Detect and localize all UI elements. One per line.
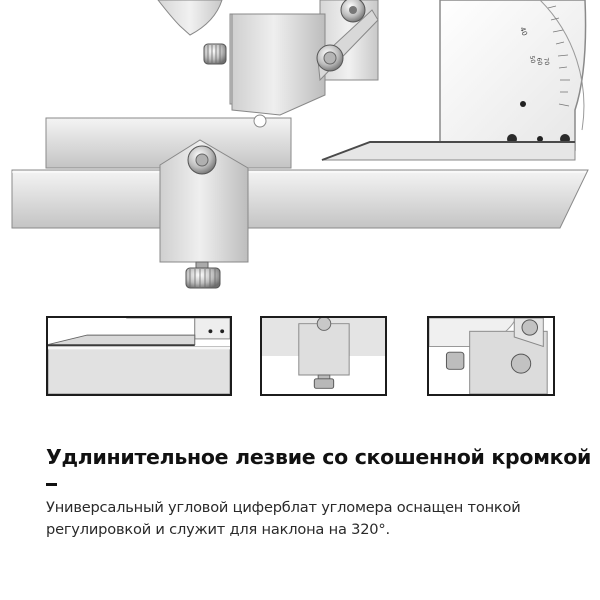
screw-icon [317, 45, 343, 71]
detail-thumbnail-bevel [46, 316, 232, 396]
page-description: Универсальный угловой циферблат угломера оснащен тонкой регулировкой и служит для наклона на 320°. [46, 499, 521, 538]
detail-thumbnail-knob [427, 316, 555, 396]
page-headline: Удлинительное лезвие со скошенной кромкой [46, 445, 592, 469]
dial-face [440, 0, 586, 150]
dial-label-40: 40 [518, 25, 529, 38]
knurled-knob-icon [186, 268, 220, 288]
accent-dash [46, 483, 57, 486]
knurled-knob-icon [204, 44, 226, 64]
dial-label-70: 70 [542, 57, 551, 66]
base-bar [12, 170, 588, 228]
upper-arc-arm [158, 0, 222, 35]
dial-label-50: 50 [528, 55, 537, 64]
beveled-extension-blade [322, 142, 575, 160]
protractor-hero-image [0, 0, 600, 295]
dial-label-60: 60 [535, 57, 544, 66]
detail-thumbnail-clamp [260, 316, 387, 396]
